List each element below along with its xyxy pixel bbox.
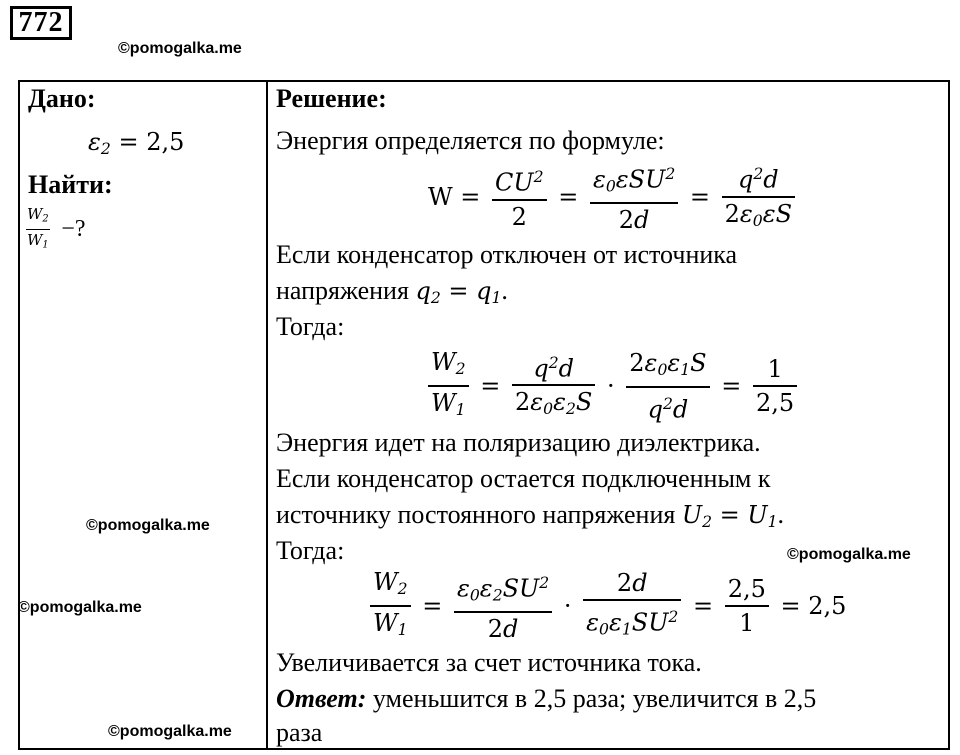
given-heading: Дано: <box>28 84 96 113</box>
column-divider <box>266 80 268 750</box>
watermark: ©pomogalka.me <box>86 517 210 534</box>
watermark: ©pomogalka.me <box>118 40 242 57</box>
answer-line <box>276 684 816 714</box>
given-value <box>88 128 184 158</box>
solution-line: Тогда: <box>276 536 345 565</box>
ratio-formula-connected: $\frac{W_2}{W_1}$ = $\frac{\varepsilon_0\varepsilon_2SU^2}{2d}$ · $\frac{2d}{\varepsilon_0\varepsilon_1SU^2}$ = $\frac{2,5}{1}$ = 2,5 <box>370 566 850 646</box>
answer-label: Ответ: <box>276 684 367 713</box>
solution-line: Если конденсатор отключен от источника <box>276 240 738 269</box>
answer-line-continued: раза <box>276 718 323 747</box>
solution-line: Тогда: <box>276 312 345 341</box>
problem-number: 772 <box>10 6 72 40</box>
find-expression: $\frac{W_2}{W_1}$ −? <box>26 204 89 256</box>
solution-line: Энергия идет на поляризацию диэлектрика. <box>276 428 761 457</box>
watermark: ©pomogalka.me <box>108 723 232 740</box>
watermark: ©pomogalka.me <box>787 546 911 563</box>
solution-line: источнику постоянного напряжения $U_2 = U_1$. <box>276 500 785 531</box>
solution-line: Увеличивается за счет источника тока. <box>276 648 702 677</box>
find-heading: Найти: <box>28 170 113 199</box>
solution-line: Энергия определяется по формуле: <box>276 126 665 155</box>
watermark: ©pomogalka.me <box>18 599 142 616</box>
epsilon-symbol: ε <box>88 128 101 156</box>
ratio-formula-disconnected: $\frac{W_2}{W_1}$ = $\frac{q^2d}{2\varepsilon_0\varepsilon_2S}$ · $\frac{2\varepsilon_0\varepsilon_1S}{q^2d}$ = $\frac{1}{2,5}$ <box>428 346 797 426</box>
solution-heading: Решение: <box>276 84 387 113</box>
given-value-rhs: = 2,5 <box>118 128 185 156</box>
solution-line: напряжения $q_2 = q_1$. <box>276 276 508 307</box>
solution-line: Если конденсатор остается подключенным к <box>276 464 771 493</box>
energy-formula: W = $\frac{CU^2}{2}$ = $\frac{\varepsilon_0\varepsilon SU^2}{2d}$ = $\frac{q^2d}{2\varepsilon_0\varepsilon S}$ <box>424 158 795 236</box>
find-fraction: $\frac{W_2}{W_1}$ <box>27 205 49 251</box>
epsilon-subscript: 2 <box>100 139 111 158</box>
answer-text: уменьшится в 2,5 раза; увеличится в 2,5 <box>372 684 817 713</box>
